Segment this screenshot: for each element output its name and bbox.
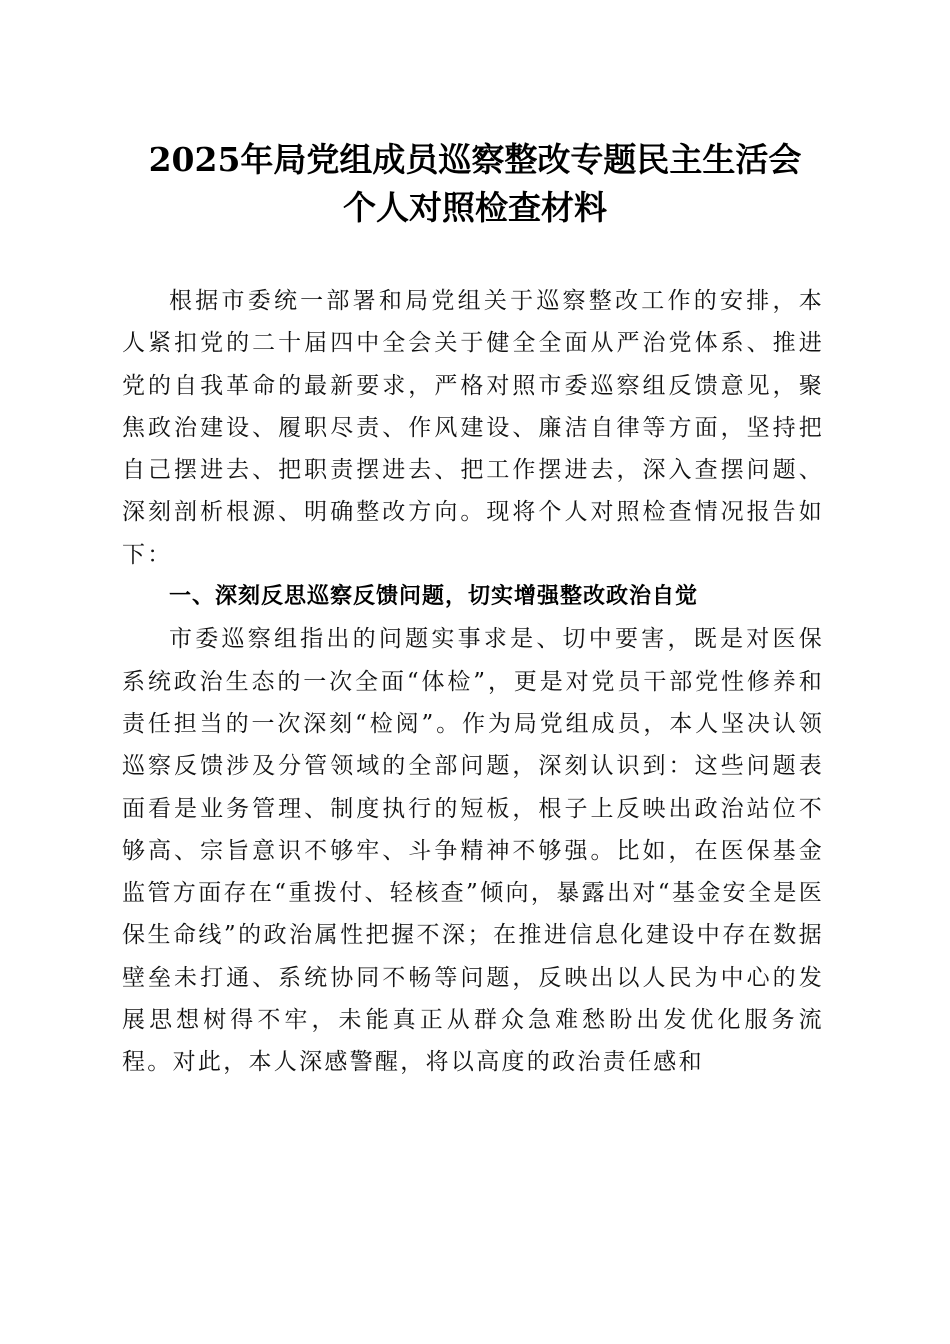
title-line-1: 2025年局党组成员巡察整改专题民主生活会 xyxy=(148,140,802,179)
intro-paragraph: 根据市委统一部署和局党组关于巡察整改工作的安排，本人紧扣党的二十届四中全会关于健全全面从严治党体系、推进党的自我革命的最新要求，严格对照市委巡察组反馈意见，聚焦政治建设、履职尽责、作风建设、廉洁自律等方面，坚持把自己摆进去、把职责摆进去、把工作摆进去，深入查摆问题、深刻剖析根源、明确整改方向。现将个人对照检查情况报告如下： xyxy=(122,288,824,568)
document-body xyxy=(122,280,824,1084)
document-title xyxy=(100,136,850,232)
section-1-paragraph: 市委巡察组指出的问题实事求是、切中要害，既是对医保系统政治生态的一次全面“体检”，更是对党员干部党性修养和责任担当的一次深刻“检阅”。作为局党组成员，本人坚决认领巡察反馈涉及分管领域的全部问题，深刻认识到：这些问题表面看是业务管理、制度执行的短板，根子上反映出政治站位不够高、宗旨意识不够牢、斗争精神不够强。比如，在医保基金监管方面存在“重拨付、轻核查”倾向，暴露出对“基金安全是医保生命线”的政治属性把握不深；在推进信息化建设中存在数据壁垒未打通、系统协同不畅等问题，反映出以人民为中心的发展思想树得不牢，未能真正从群众急难愁盼出发优化服务流程。对此，本人深感警醒，将以高度的政治责任感和 xyxy=(122,626,824,1076)
section-heading-1: 一、深刻反思巡察反馈问题，切实增强整改政治自觉 xyxy=(169,584,699,610)
title-line-2: 个人对照检查材料 xyxy=(343,188,607,227)
